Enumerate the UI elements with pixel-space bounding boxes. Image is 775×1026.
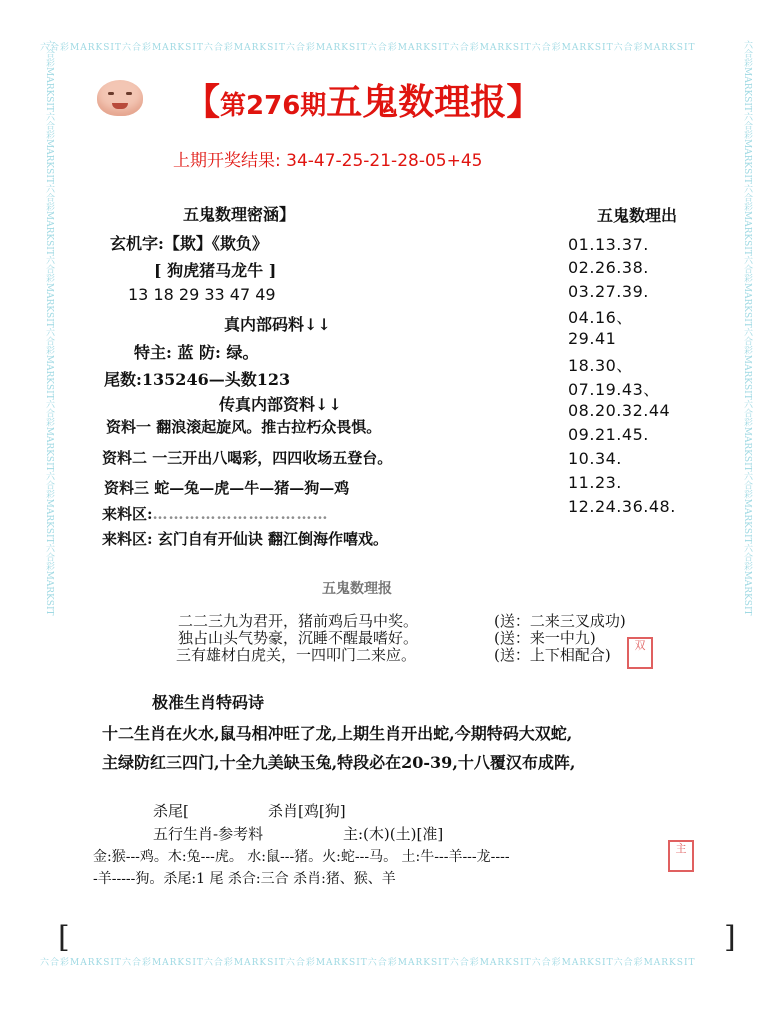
list-item: 08.20.32.44 bbox=[568, 401, 671, 420]
sha-xiao-text: 杀肖[鸡[狗] bbox=[268, 802, 346, 820]
right-bracket-mark: ] bbox=[724, 920, 736, 955]
wuxing-line-2: -羊-----狗。杀尾:1 尾 杀合:三合 杀肖:猪、猴、羊 bbox=[93, 871, 396, 887]
red-stamp-icon-2: 主 bbox=[668, 840, 694, 872]
list-item: 04.16、 bbox=[568, 308, 633, 327]
zodiac-list: [ 狗虎猪马龙牛 ] bbox=[154, 261, 277, 280]
list-item: 29.41 bbox=[568, 329, 617, 348]
section-title-mihan: 五鬼数理密涵】 bbox=[183, 205, 296, 224]
poem-line-2: 独占山头气势豪，沉睡不醒最嗜好。 bbox=[178, 629, 419, 647]
watermark-border-top: 六合彩MARKSIT六合彩MARKSIT六合彩MARKSIT六合彩MARKSIT六合彩MARKSIT六合彩MARKSIT六合彩MARKSIT六合彩MARKSIT bbox=[40, 43, 696, 53]
ziliao-2: 资料二 一三开出八喝彩，四四收场五登台。 bbox=[102, 449, 393, 467]
fax-title: 传真内部资料↓↓ bbox=[219, 395, 342, 414]
wuxing-title: 五行生肖-参考料 bbox=[153, 825, 264, 843]
shengxiao-title: 极准生肖特码诗 bbox=[152, 693, 265, 712]
tail-head-text: 尾数:135246—头数123 bbox=[104, 370, 291, 389]
last-draw-result: 上期开奖结果: 34-47-25-21-28-05+45 bbox=[173, 151, 483, 171]
te-zhu-text: 特主: 蓝 防: 绿。 bbox=[134, 343, 259, 362]
page-title: 【第276期五鬼数理报】 bbox=[184, 81, 543, 123]
poem-line-1: 二二三九为君开，猪前鸡后马中奖。 bbox=[178, 612, 419, 630]
xuanji-text: 玄机字:【欺】《欺负》 bbox=[110, 234, 268, 253]
list-item: 01.13.37. bbox=[568, 235, 649, 254]
wuxing-line-1: 金:猴---鸡。木:兔---虎。 水:鼠---猪。火:蛇---马。 土:牛---羊---龙---- bbox=[93, 849, 510, 865]
shengxiao-line-2: 主绿防红三四门,十全九美缺玉兔,特段必在20-39,十八覆汉布成阵, bbox=[102, 753, 576, 772]
watermark-border-left: 六合彩MARKSIT六合彩MARKSIT六合彩MARKSIT六合彩MARKSIT六合彩MARKSIT六合彩MARKSIT六合彩MARKSIT六合彩MARKSIT bbox=[44, 40, 54, 616]
right-column-title: 五鬼数理出 bbox=[597, 206, 678, 225]
lailiao-1: 来料区:…………………………… bbox=[102, 505, 329, 523]
list-item: 03.27.39. bbox=[568, 282, 649, 301]
poem-block-title: 五鬼数理报 bbox=[322, 581, 392, 597]
poem-gift-1: (送：二来三叉成功) bbox=[494, 612, 626, 630]
list-item: 07.19.43、 bbox=[568, 380, 660, 399]
wuxing-zhu: 主:(木)(土)[准] bbox=[343, 825, 444, 843]
shengxiao-line-1: 十二生肖在火水,鼠马相冲旺了龙,上期生肖开出蛇,今期特码大双蛇, bbox=[102, 724, 573, 743]
list-item: 18.30、 bbox=[568, 356, 633, 375]
ziliao-1: 资料一 翻浪滚起旋风。推古拉朽众畏惧。 bbox=[106, 418, 382, 436]
ziliao-3: 资料三 蛇—兔—虎—牛—猪—狗—鸡 bbox=[104, 479, 350, 497]
issue-number: 第276期 bbox=[220, 91, 327, 121]
watermark-border-bottom: 六合彩MARKSIT六合彩MARKSIT六合彩MARKSIT六合彩MARKSIT六合彩MARKSIT六合彩MARKSIT六合彩MARKSIT六合彩MARKSIT bbox=[40, 958, 696, 968]
watermark-border-right: 六合彩MARKSIT六合彩MARKSIT六合彩MARKSIT六合彩MARKSIT六合彩MARKSIT六合彩MARKSIT六合彩MARKSIT六合彩MARKSIT bbox=[742, 40, 752, 616]
list-item: 12.24.36.48. bbox=[568, 497, 676, 516]
mascot-face-icon bbox=[97, 80, 143, 116]
left-bracket-mark: [ bbox=[58, 920, 70, 955]
list-item: 02.26.38. bbox=[568, 258, 649, 277]
poem-line-3: 三有雄材白虎关，一四叩门二来应。 bbox=[176, 646, 417, 664]
number-list: 13 18 29 33 47 49 bbox=[128, 285, 276, 304]
list-item: 09.21.45. bbox=[568, 425, 649, 444]
inner-code-title: 真内部码料↓↓ bbox=[224, 315, 331, 334]
poem-gift-2: (送：来一中九) bbox=[494, 629, 596, 647]
poem-gift-3: (送：上下相配合) bbox=[494, 646, 611, 664]
list-item: 10.34. bbox=[568, 449, 622, 468]
list-item: 11.23. bbox=[568, 473, 622, 492]
sha-wei-text: 杀尾[ bbox=[153, 802, 189, 820]
red-stamp-icon: 双 bbox=[627, 637, 653, 669]
lailiao-2: 来料区: 玄门自有开仙诀 翻江倒海作嘻戏。 bbox=[102, 530, 388, 548]
